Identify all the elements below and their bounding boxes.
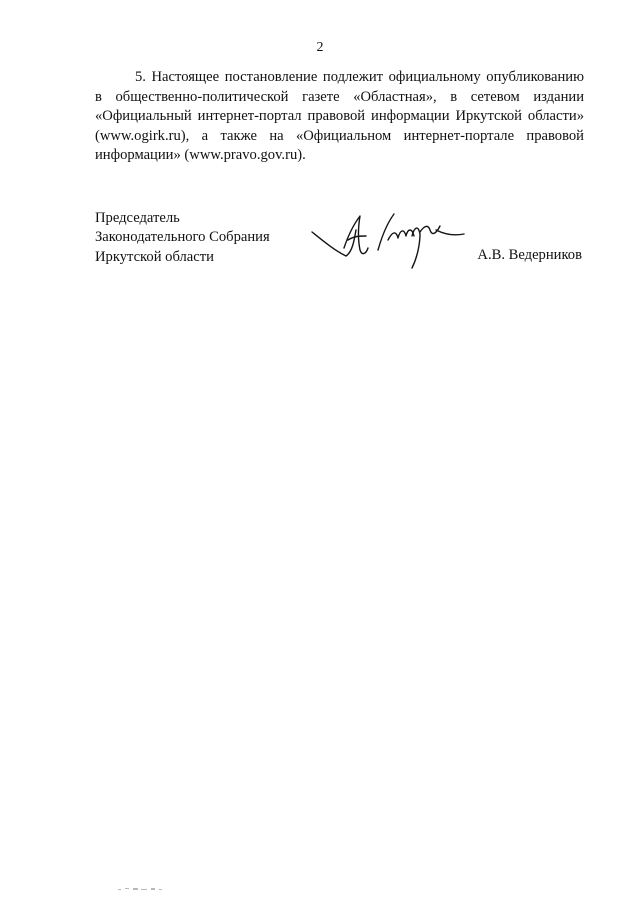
scan-artifact-marks [118,886,164,892]
page-number: 2 [316,40,324,55]
signer-position-line-2: Законодательного Собрания [95,229,270,246]
handwritten-signature [308,206,468,276]
signer-position-line-1: Председатель [95,210,180,226]
paragraph-publication-clause: 5. Настоящее постановление подлежит официальному опубликованию в общественно-политической газете «Областная», в сетевом издании «Официальный интернет-портал правовой информации Иркутской области» (www.ogirk.ru), а также на «Официальном интернет-портале правовой информации» (www.pravo.gov.ru). [95,69,584,163]
signer-name: А.В. Ведерников [477,247,582,263]
signer-position [95,209,270,267]
signer-position-line-3: Иркутской области [95,248,214,265]
